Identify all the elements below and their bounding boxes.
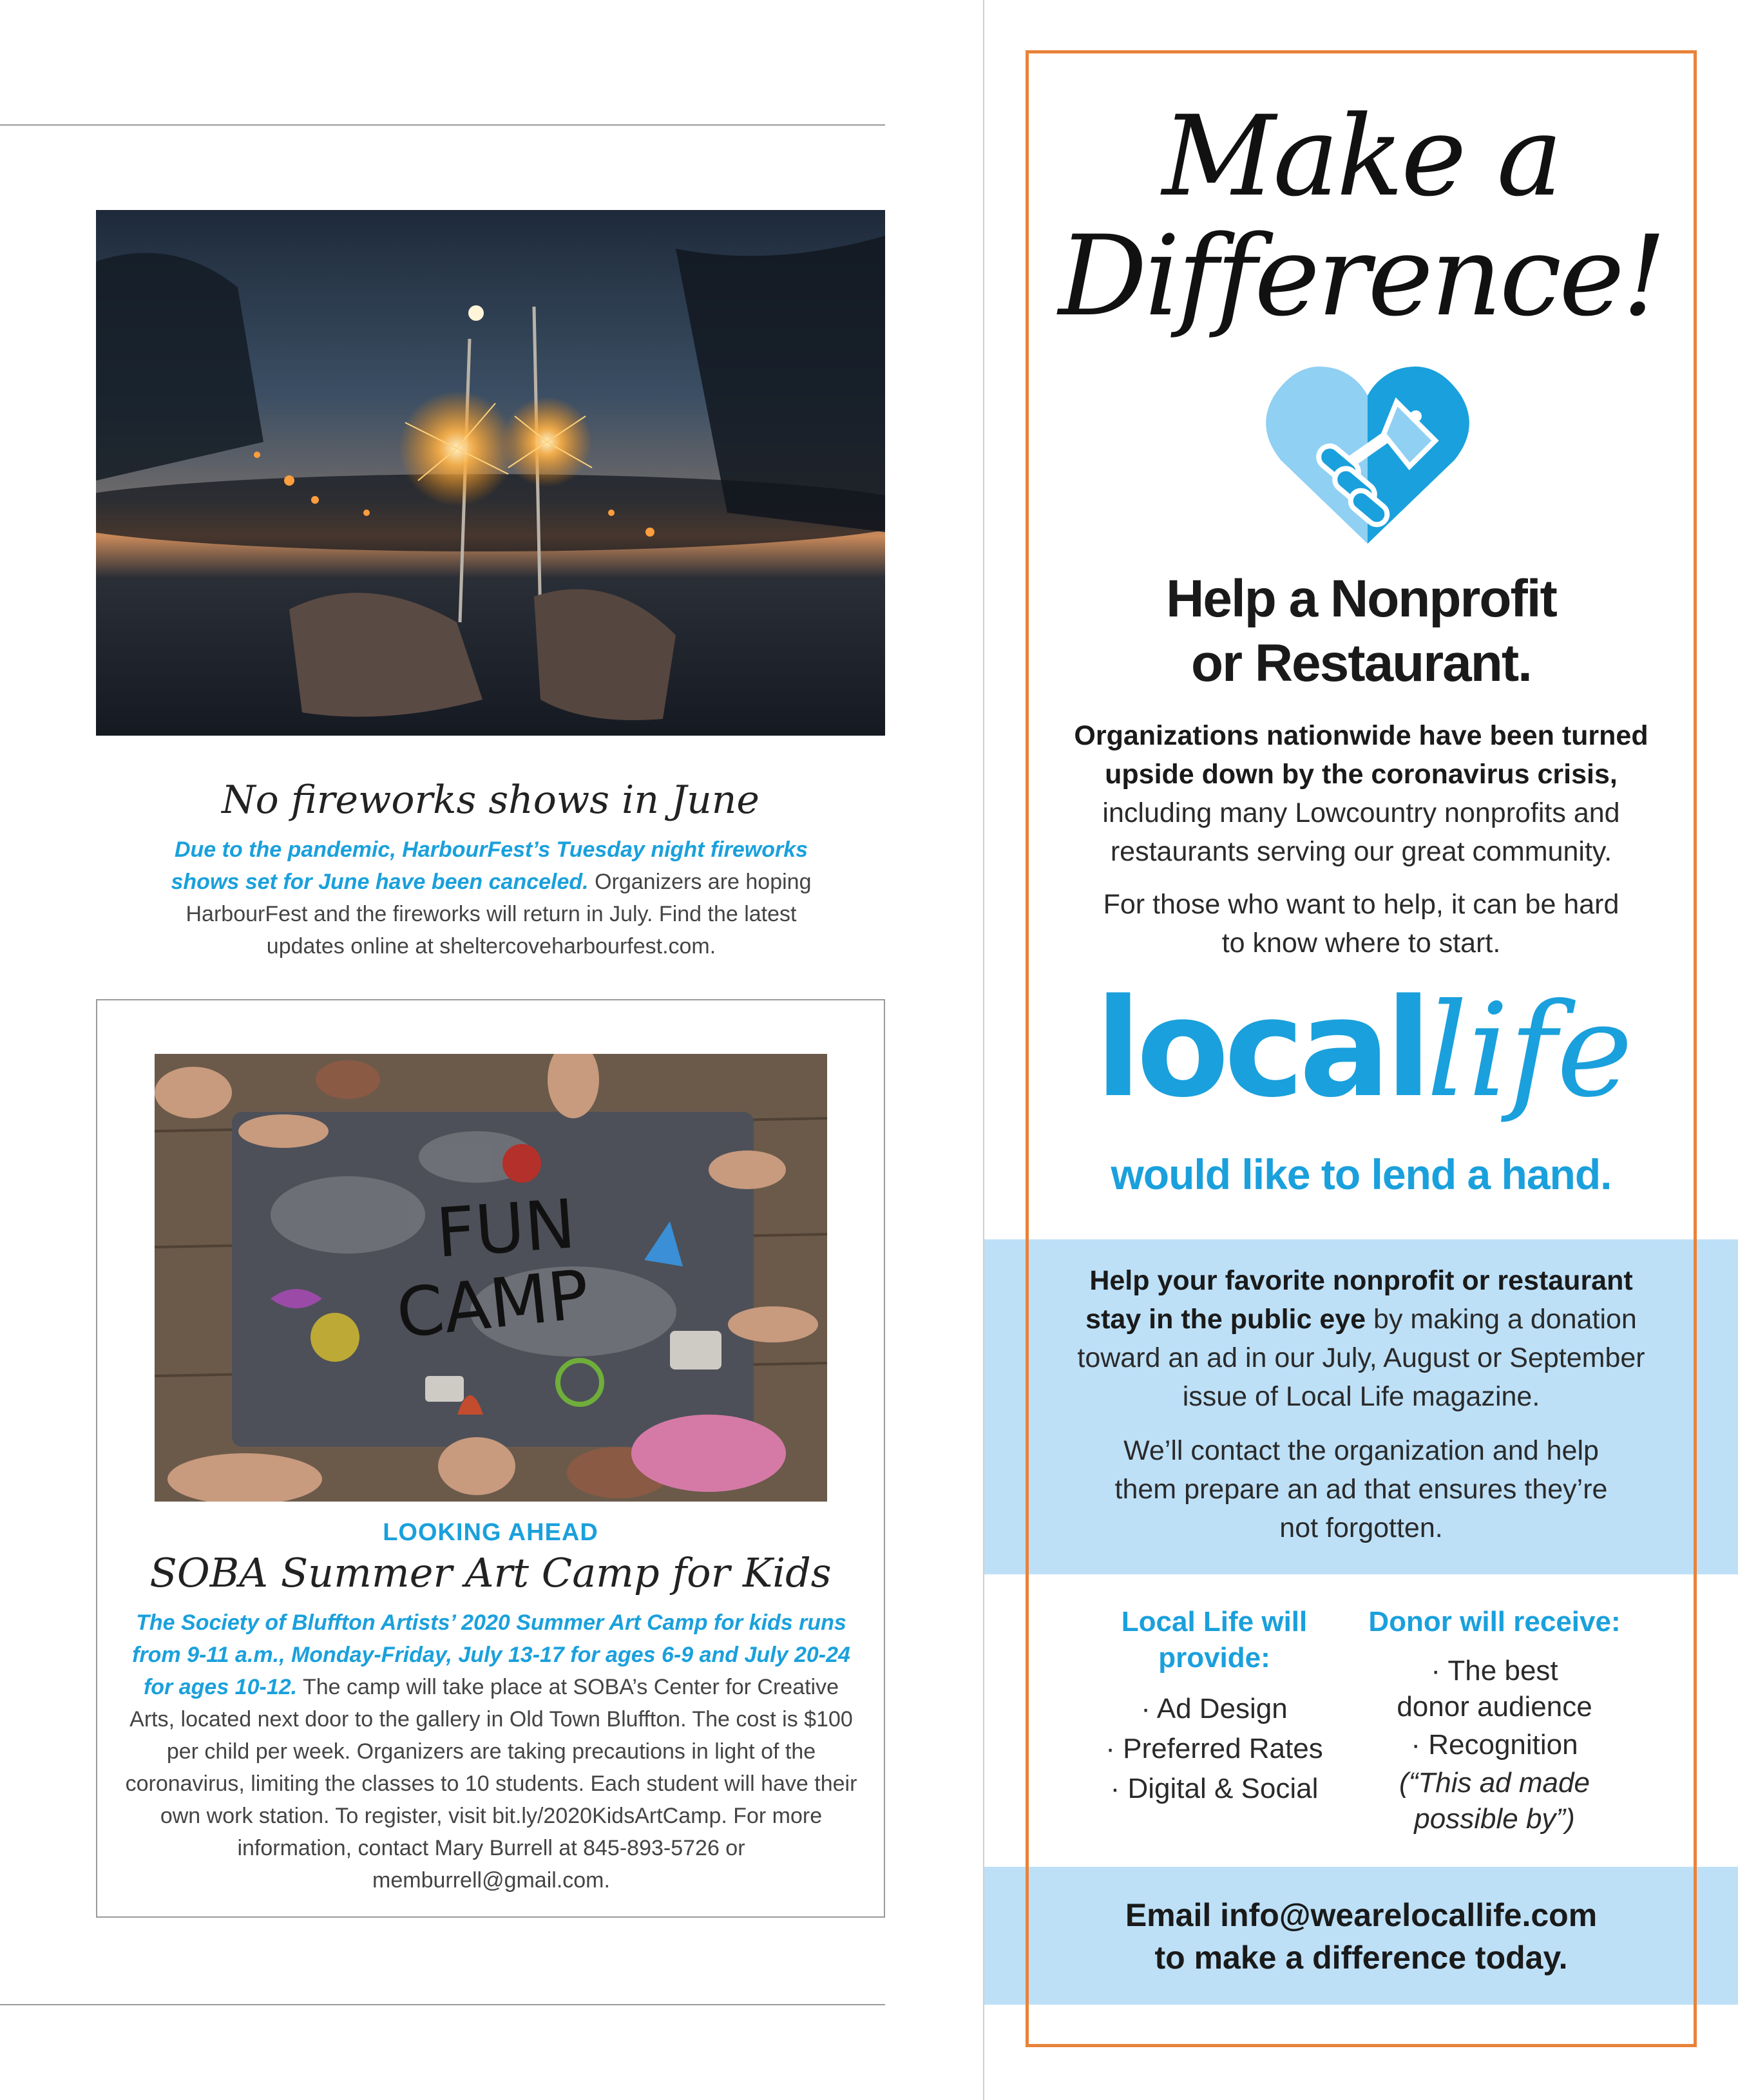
band-paragraph2: We’ll contact the organization and help them prepare an ad that ensures they’re not forgotten. <box>1114 1435 1608 1543</box>
ad-paragraph2: For those who want to help, it can be hard to know where to start. <box>1103 889 1619 959</box>
ad-cta <box>1026 1894 1697 1979</box>
provide-item: · Digital & Social <box>1110 1773 1319 1804</box>
article2-lead: The Society of Bluffton Artists’ 2020 Summer Art Camp for kids runs from 9-11 a.m., Monday-Friday, July 13-17 for ages 6-9 and July 20-24 for ages 10-12. <box>132 1610 850 1699</box>
provide-column <box>1089 1604 1340 1809</box>
article2-title: SOBA Summer Art Camp for Kids <box>149 1549 832 1596</box>
sub-line2: or Restaurant. <box>1191 634 1531 692</box>
receive-note <box>1353 1765 1636 1837</box>
article2-body-text: The camp will take place at SOBA’s Center for Creative Arts, located next door to the gallery in Old Town Bluffton. The cost is $100 per child per week. Organizers are taking precautions in light of the coronavirus, limiting the classes to 10 students. Each student will have their own work station. To register, visit bit.ly/2020KidsArtCamp. For more information, contact Mary Burrell at 845-893-5726 or memburrell@gmail.com. <box>125 1675 857 1893</box>
article1-body-text: Organizers are hoping HarbourFest and the fireworks will return in July. Find the latest updates online at sheltercoveharbourfest.com. <box>186 870 812 959</box>
local-life-logo <box>1095 969 1675 1143</box>
receive-item: · The best donor audience <box>1397 1655 1592 1723</box>
ad-subheadline <box>1026 567 1697 696</box>
provide-item: · Preferred Rates <box>1105 1733 1323 1764</box>
provide-item: · Ad Design <box>1141 1693 1288 1724</box>
camp-text: CAMP <box>392 1255 593 1353</box>
ad-headline <box>1026 91 1697 341</box>
logo-local: local <box>1095 969 1427 1127</box>
article2-kicker: LOOKING AHEAD <box>383 1519 598 1546</box>
bottom-rule <box>0 2004 885 2005</box>
lend-a-hand: would like to lend a hand. <box>1111 1150 1612 1198</box>
fun-camp-photo <box>155 1054 827 1502</box>
ad-paragraph1 <box>1056 716 1666 871</box>
ad-p1-rest: including many Lowcountry nonprofits and restaurants serving our great community. <box>1102 797 1620 867</box>
fun-camp-illustration <box>155 1054 827 1502</box>
article1-title: No fireworks shows in June <box>222 778 759 823</box>
band-p1-rest: by making a donation toward an ad in our July, August or September issue of Local Life magazine. <box>1077 1304 1645 1412</box>
band-paragraph1 <box>1069 1261 1653 1416</box>
column-divider <box>983 0 984 2100</box>
top-rule <box>0 124 885 126</box>
article1-body <box>148 834 834 962</box>
sub-line1: Help a Nonprofit <box>1166 569 1556 628</box>
heart-handshake-icon <box>1261 357 1474 550</box>
sparklers-illustration <box>96 210 885 736</box>
provide-heading: Local Life will provide: <box>1121 1606 1308 1674</box>
band-p1-bold: Help your favorite nonprofit or restaurant stay in the public eye <box>1085 1265 1633 1335</box>
article1-lead: Due to the pandemic, HarbourFest’s Tuesday night fireworks shows set for June have been canceled. <box>171 837 808 894</box>
receive-heading: Donor will receive: <box>1368 1606 1621 1637</box>
cta-line2: to make a difference today. <box>1154 1940 1568 1976</box>
logo-life: life <box>1426 976 1633 1126</box>
article2-body <box>119 1607 863 1896</box>
receive-column <box>1353 1604 1636 1837</box>
sparklers-photo <box>96 210 885 736</box>
fun-text: FUN <box>434 1185 578 1273</box>
headline-line1: Make a <box>1162 91 1560 221</box>
ad-p1-bold: Organizations nationwide have been turned upside down by the coronavirus crisis, <box>1074 720 1648 790</box>
receive-note-text: (“This ad made possible by”) <box>1399 1767 1590 1835</box>
headline-line2: Difference! <box>1058 211 1665 341</box>
receive-item: · Recognition <box>1411 1729 1578 1761</box>
cta-line1[interactable]: Email info@wearelocallife.com <box>1125 1897 1598 1933</box>
